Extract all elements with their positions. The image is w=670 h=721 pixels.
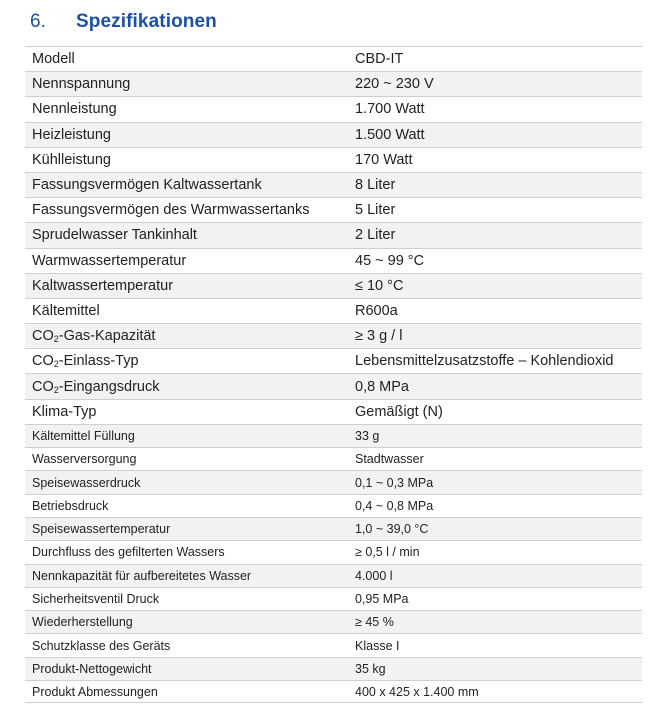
table-row [25,46,642,71]
table-row [25,96,642,121]
spec-value: 4.000 l [355,568,393,583]
spec-value: 400 x 425 x 1.400 mm [355,684,479,699]
spec-label: Modell [32,51,75,68]
spec-value: ≥ 45 % [355,615,394,630]
table-row [25,517,642,540]
table-row [25,587,642,610]
spec-value: 35 kg [355,661,386,676]
spec-value: 33 g [355,428,380,443]
spec-label: Sicherheitsventil Druck [32,592,160,607]
spec-label: Kältemittel [32,302,100,319]
table-row [25,399,642,424]
table-row [25,323,642,348]
table-row [25,248,642,273]
spec-label: Warmwassertemperatur [32,252,187,269]
table-row [25,680,642,703]
spec-table [25,46,642,703]
table-row [25,172,642,197]
table-row [25,424,642,447]
spec-label: Fassungsvermögen des Warmwassertanks [32,202,310,219]
table-row [25,373,642,398]
table-row [25,222,642,247]
table-row [25,633,642,656]
table-row [25,348,642,373]
spec-value: 5 Liter [355,202,396,219]
spec-value: 2 Liter [355,227,396,244]
spec-label: Sprudelwasser Tankinhalt [32,227,197,244]
spec-label: Nennleistung [32,101,117,118]
table-row [25,564,642,587]
spec-label: Klima-Typ [32,403,97,420]
spec-value: 45 ~ 99 °C [355,252,425,269]
spec-label: $CO_2-Gas$-Kapazität [32,328,156,345]
spec-label: Wasserversorgung [32,452,137,467]
table-row [25,610,642,633]
spec-label: Durchfluss des gefilterten Wassers [32,545,225,560]
spec-value: 0,8 MPa [355,378,409,395]
table-row [25,197,642,222]
spec-value: 0,95 MPa [355,592,409,607]
spec-label: Fassungsvermögen Kaltwassertank [32,177,262,194]
spec-value: 1.700 Watt [355,101,425,118]
spec-value: 0,1 ~ 0,3 MPa [355,475,434,490]
spec-label: $CO_2-Einlass$-Typ [32,353,139,370]
table-row [25,273,642,298]
table-row [25,657,642,680]
table-row [25,298,642,323]
spec-label: Produkt-Nettogewicht [32,661,152,676]
spec-label: Speisewasserdruck [32,475,141,490]
spec-value: R600a [355,302,398,319]
spec-label: Speisewassertemperatur [32,522,171,537]
spec-label: Betriebsdruck [32,498,109,513]
spec-value: Stadtwasser [355,452,424,467]
table-row [25,71,642,96]
spec-value: ≤ 10 °C [355,277,404,294]
spec-value: Gemäßigt (N) [355,403,443,420]
spec-label: Heizleistung [32,126,111,143]
spec-value: 170 Watt [355,151,413,168]
section-heading [30,8,217,36]
spec-label: Nennkapazität für aufbereitetes Wasser [32,568,252,583]
table-row [25,494,642,517]
spec-value: 0,4 ~ 0,8 MPa [355,498,434,513]
spec-value: Lebensmittelzusatzstoffe – Kohlendioxid [355,353,614,370]
table-row [25,470,642,493]
spec-label: Kaltwassertemperatur [32,277,174,294]
spec-label: Kühlleistung [32,151,111,168]
spec-value: Klasse I [355,638,400,653]
spec-label: $CO_2$-Eingangsdruck [32,378,160,395]
section-title: Spezifikationen [76,11,217,32]
spec-value: 1,0 ~ 39,0 °C [355,522,429,537]
spec-value: ≥ 0,5 l / min [355,545,420,560]
section-number: 6. [30,11,46,32]
spec-value: ≥ 3 g / l [355,328,403,345]
spec-label: Kältemittel Füllung [32,428,135,443]
table-row [25,447,642,470]
spec-label: Schutzklasse des Geräts [32,638,171,653]
spec-label: Nennspannung [32,76,131,93]
spec-label: Wiederherstellung [32,615,133,630]
table-row [25,540,642,563]
spec-value: 220 ~ 230 V [355,76,434,93]
table-row [25,122,642,147]
spec-value: 8 Liter [355,177,396,194]
spec-value: 1.500 Watt [355,126,425,143]
spec-label: Produkt Abmessungen [32,684,158,699]
table-row [25,147,642,172]
spec-value: CBD-IT [355,51,404,68]
